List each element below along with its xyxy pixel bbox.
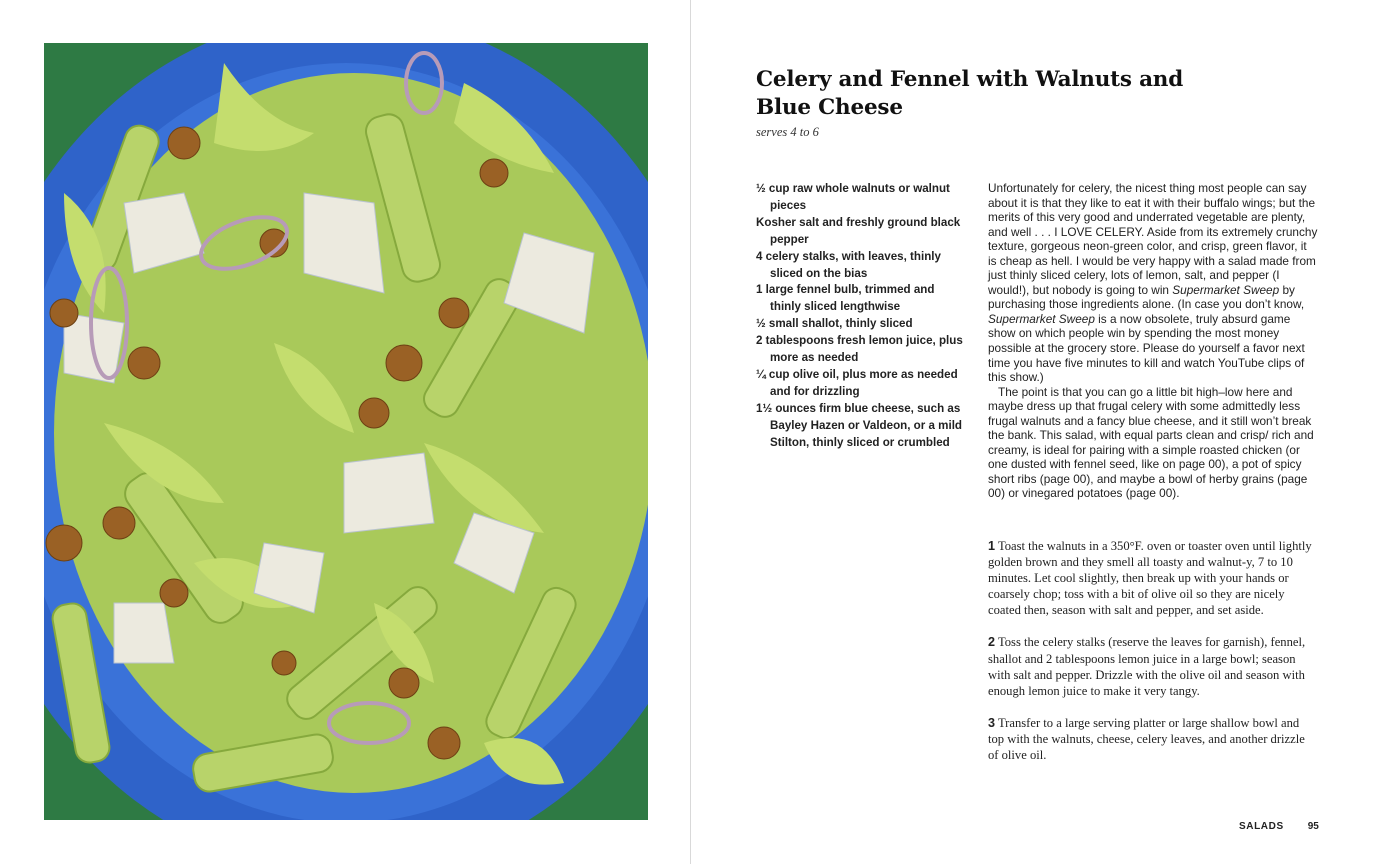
ingredient-item: ½ small shallot, thinly sliced bbox=[756, 317, 913, 331]
page-number: 95 bbox=[1307, 821, 1319, 832]
salad-photo bbox=[44, 43, 648, 820]
ingredient-list bbox=[756, 181, 968, 452]
step-text: Toast the walnuts in a 350°F. oven or toaster oven until lightly golden brown and they smell all toasty and walnut-y, 7 to 10 minutes. Let cool slightly, then break up with your hands or coarsely chop; toss with a bit of olive oil so they are nicely coated then, season with salt and pepper, and set aside. bbox=[988, 539, 1312, 618]
headnote-text: by purchasing those ingredients alone. (In case you don’t know, bbox=[988, 282, 1305, 312]
step-text: Transfer to a large serving platter or large shallow bowl and top with the walnuts, cheese, celery leaves, and another drizzle of olive oil. bbox=[988, 715, 1305, 763]
headnote-text: is a now obsolete, truly absurd game show on which people win by spending the most money possible at the grocery store. Please do yourself a favor next time you have five minutes to kill and watch YouTube clips of this show.) bbox=[988, 311, 1305, 385]
ingredient-item: 4 celery stalks, with leaves, thinly sliced on the bias bbox=[756, 249, 941, 280]
serves-note: serves 4 to 6 bbox=[756, 125, 819, 139]
headnote-emphasis: Supermarket Sweep bbox=[988, 311, 1095, 326]
headnote-text: Unfortunately for celery, the nicest thing most people can say about it is that they like to eat it with their buffalo wings; but the merits of this very good and underrated vegetable are plenty, and well . . . I LOVE CELERY. Aside from its extremely crunchy texture, gorgeous neon-green color, and crisp, green flavor, it is cheap as hell. I would be very happy with a salad made from just thinly sliced celery, lots of lemon, salt, and pepper (I would!), but nobody is going to win bbox=[988, 181, 1318, 297]
ingredient-item: ¼ cup olive oil, plus more as needed and for drizzling bbox=[756, 367, 958, 398]
step-number: 1 bbox=[988, 539, 996, 553]
step-number: 2 bbox=[988, 635, 996, 650]
section-name: SALADS bbox=[1239, 821, 1284, 832]
headnote-emphasis: Supermarket Sweep bbox=[1172, 282, 1280, 297]
ingredient-item: 1½ ounces firm blue cheese, such as Bayley Hazen or Valdeon, or a mild Stilton, thinly sliced or crumbled bbox=[756, 401, 963, 449]
page-footer bbox=[1239, 821, 1319, 832]
method-step bbox=[988, 715, 1318, 763]
right-page bbox=[691, 0, 1382, 864]
method-steps bbox=[988, 538, 1318, 779]
ingredient-item: ½ cup raw whole walnuts or walnut pieces bbox=[756, 182, 950, 212]
ingredient-item: 1 large fennel bulb, trimmed and thinly sliced lengthwise bbox=[756, 283, 935, 314]
ingredient-item: 2 tablespoons fresh lemon juice, plus more as needed bbox=[756, 334, 963, 365]
ingredient-item: Kosher salt and freshly ground black pepper bbox=[756, 215, 961, 246]
salad-photo-illustration bbox=[44, 43, 648, 820]
step-number: 3 bbox=[988, 715, 996, 730]
method-step bbox=[988, 538, 1318, 618]
left-page bbox=[0, 0, 690, 864]
step-text: Toss the celery stalks (reserve the leaves for garnish), fennel, shallot and 2 tablespoons lemon juice in a large bowl; season with salt and pepper. Drizzle with the olive oil and season with enough lemon juice to make it very tangy. bbox=[988, 635, 1306, 698]
recipe-title: Celery and Fennel with Walnuts and Blue Cheese bbox=[756, 67, 1184, 120]
headnote-paragraph-1 bbox=[988, 181, 1318, 385]
headnote-paragraph-2: The point is that you can go a little bit high–low here and maybe dress up that frugal celery with some admittedly less frugal walnuts and a fancy blue cheese, and it still won’t break the bank. This salad, with equal parts clean and crisp/ rich and creamy, is ideal for pairing with a simple roasted chicken (or one dusted with fennel seed, like on page 00), a pot of spicy short ribs (page 00), and maybe a bowl of herby grains (page 00) or vinegared potatoes (page 00). bbox=[988, 384, 1314, 501]
method-step bbox=[988, 634, 1318, 698]
headnote bbox=[988, 181, 1318, 501]
